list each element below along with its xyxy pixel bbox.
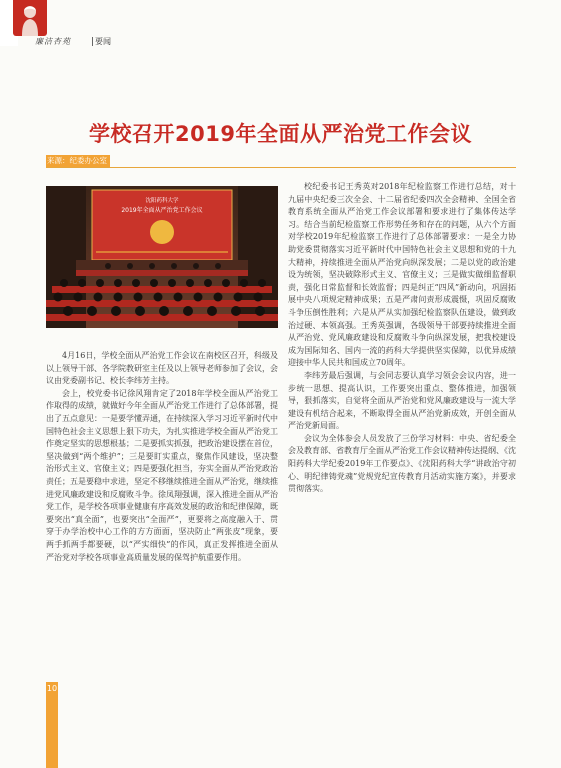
banner-line-1: 沈阳药科大学 xyxy=(145,198,179,204)
article-body-right-column xyxy=(288,181,516,496)
article-body-left-column xyxy=(46,350,278,564)
paragraph: 会上，校党委书记徐风翔肯定了2018年学校全面从严治党工作取得的成绩，就做好今年全面从严治党工作进行了总体部署，提出了五点意见：一是要学懂弄通，在持续深入学习习近平新时代中国特色社会主义思想上狠下功夫，为扎实推进学校全面从严治党工作奠定坚实的思想根基；二是要抓实抓强，把政治建设摆在首位，坚决做到“两个维护”；三是要盯实重点，聚焦作风建设，坚决整治形式主义、官僚主义；四是要强化担当，夯实全面从严治党政治责任；五是要稳中求进，坚定不移继续推进全面从严治党，继续推进党风廉政建设和反腐败斗争。徐凤翔强调，深入推进全面从严治党工作，是学校各项事业健康有序高效发展的政治和纪律保障，既要突出“真全面”，也要突出“全面严”，更要将之高度融入于、贯穿于办学治校中心工作的方方面面，坚决防止“两张皮”现象，要两手抓两手都要硬，以“严实细快”的作风，真正发挥推进全面从严治党对学校各项事业高质量发展的保驾护航重要作用。 xyxy=(46,388,278,562)
masthead xyxy=(0,0,561,46)
source-tag: 来源：纪委办公室 xyxy=(46,155,110,167)
meeting-photo xyxy=(46,186,278,328)
article-headline: 学校召开2019年全面从严治党工作会议 xyxy=(89,122,472,146)
source-bar xyxy=(46,155,516,168)
paragraph: 会议为全体参会人员发放了三份学习材料：中央、省纪委全会及教育部、省教育厅全面从严治党工作会议精神传达提纲、《沈阳药科大学纪委2019年工作要点》、《沈阳药科大学“讲政治守初心、明纪律铸党魂”党规党纪宣传教育月活动实施方案》，并要求贯彻落实。 xyxy=(288,433,516,494)
masthead-script-title: 廉洁杏苑 xyxy=(35,37,71,46)
masthead-divider xyxy=(92,37,93,46)
paragraph: 4月16日，学校全面从严治党工作会议在南校区召开，科级及以上领导干部、各学院教研室主任及以上领导老师参加了会议，会议由党委副书记、校长李纬芳主持。 xyxy=(46,351,278,386)
page-number: 10 xyxy=(46,684,58,693)
portrait-icon xyxy=(13,0,47,36)
paragraph: 李纬芳最后强调，与会同志要认真学习领会会议内容，进一步统一思想、提高认识，工作要突出重点、整体推进，加强领导，狠抓落实，自觉将全面从严治党和党风廉政建设与一流大学建设有机结合起来，不断取得全面从严治党新成效，开创全面从严治党新局面。 xyxy=(288,370,516,431)
masthead-section-label: 要闻 xyxy=(95,37,111,46)
meeting-photo-illustration xyxy=(46,186,278,328)
page-number-tab xyxy=(46,682,58,768)
paragraph: 校纪委书记王秀英对2018年纪检监察工作进行总结，对十九届中央纪委三次全会、十二届省纪委四次全会精神、全国全省教育系统全面从严治党工作会议部署和要求进行了集体传达学习。结合当前纪检监察工作形势任务和存在的问题，从六个方面对学校2019年纪检监察工作进行了总体部署要求：一是全力协助党委贯彻落实习近平新时代中国特色社会主义思想和党的十九大精神，持续推进全面从严治党向纵深发展；二是以党的政治建设为统领，坚决破除形式主义、官僚主义；三是做实做细监督职责，强化日常监督和长效监督；四是纠正“四风”新动向，巩固拓展中央八项规定精神成果；五是严肃问责形成震慑，巩固反腐败斗争压倒性胜利；六是从严从实加强纪检监察队伍建设，做到政治过硬、本领高强。王秀英强调，各级领导干部要持续推进全面从严治党、党风廉政建设和反腐败斗争向纵深发展，把我校建设成为国际知名、国内一流的药科大学提供坚实保障，以优异成绩迎接中华人民共和国成立70周年。 xyxy=(288,182,516,368)
masthead-logo xyxy=(13,0,47,36)
banner-line-2: 2019年全面从严治党工作会议 xyxy=(121,207,203,214)
